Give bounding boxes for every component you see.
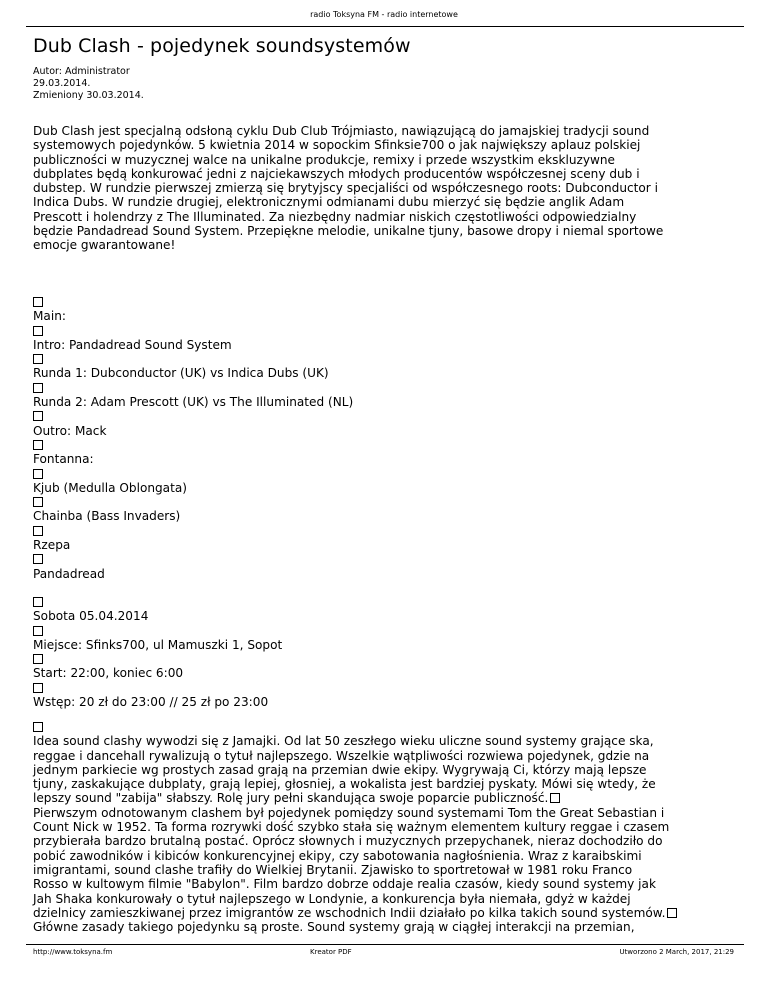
missing-glyph-icon — [33, 383, 43, 393]
paragraph-line: będzie Pandadread Sound System. Przepiękne melodie, unikalne tjuny, basowe dropy i niemal sportowe — [33, 224, 664, 239]
missing-glyph-icon — [667, 908, 677, 918]
history-paragraph — [33, 720, 733, 934]
footer-url: http://www.toksyna.fm — [33, 948, 113, 956]
lineup-item: Runda 2: Adam Prescott (UK) vs The Illuminated (NL) — [33, 395, 354, 410]
lineup-item: Runda 1: Dubconductor (UK) vs Indica Dubs (UK) — [33, 366, 329, 381]
footer-divider — [26, 944, 744, 945]
lineup-list — [33, 295, 733, 581]
paragraph-line: reggae i dancehall rywalizują o tytuł najlepszego. Wszelkie wątpliwości rozwiewa pojedynek, gdzie na — [33, 748, 650, 763]
lineup-item: Kjub (Medulla Oblongata) — [33, 480, 187, 495]
paragraph-line: Dub Clash jest specjalną odsłoną cyklu Dub Club Trójmiasto, nawiązującą do jamajskiej tradycji sound — [33, 124, 650, 138]
footer-created: Utworzono 2 March, 2017, 21:29 — [619, 948, 734, 956]
event-date: Sobota 05.04.2014 — [33, 609, 149, 624]
footer-generator: Kreator PDF — [310, 948, 352, 956]
lineup-item: Chainba (Bass Invaders) — [33, 509, 181, 524]
intro-paragraph — [33, 124, 733, 253]
paragraph-line: Główne zasady takiego pojedynku są proste. Sound systemy grają w ciągłej interakcji na przemian, — [33, 920, 635, 935]
header-divider — [26, 26, 744, 27]
missing-glyph-icon — [33, 654, 43, 664]
missing-glyph-icon — [33, 354, 43, 364]
paragraph-line: dzielnicy zamieszkiwanej przez imigrantów ze wschodnich Indii działało po kilka takich sound systemów. — [33, 905, 666, 920]
lineup-item: Rzepa — [33, 538, 71, 553]
missing-glyph-icon — [33, 626, 43, 636]
date-line: 29.03.2014. — [33, 78, 91, 90]
paragraph-line: Pierwszym odnotowanym clashem był pojedynek pomiędzy sound systemami Tom the Great Sebastian i — [33, 805, 665, 820]
article-title: Dub Clash - pojedynek soundsystemów — [33, 35, 411, 57]
paragraph-line: systemowych pojedynków. 5 kwietnia 2014 w sopockim Sfinksie700 o jak największy aplauz polskiej — [33, 138, 641, 153]
missing-glyph-icon — [33, 722, 43, 732]
paragraph-line: dubstep. W rundzie pierwszej zmierzą się brytyjscy specjaliści od współczesnego roots: Dubconductor i — [33, 181, 658, 196]
paragraph-line: Rosso w kultowym filmie "Babylon". Film bardzo dobrze oddaje realia czasów, kiedy sound systemy jak — [33, 877, 656, 892]
missing-glyph-icon — [33, 440, 43, 450]
missing-glyph-icon — [33, 469, 43, 479]
paragraph-line: jednym parkiecie wg prostych zasad grają na przemian dwie ekipy. Wygrywają Ci, którzy mają lepsze — [33, 762, 647, 777]
paragraph-line: pobić zawodników i kibiców konkurencyjnej ekipy, czy sabotowania nagłośnienia. Wraz z karaibskimi — [33, 848, 642, 863]
lineup-item: Intro: Pandadread Sound System — [33, 337, 232, 352]
event-time: Start: 22:00, koniec 6:00 — [33, 666, 184, 681]
missing-glyph-icon — [33, 497, 43, 507]
missing-glyph-icon — [33, 526, 43, 536]
missing-glyph-icon — [550, 793, 560, 803]
lineup-item: Pandadread — [33, 566, 105, 581]
paragraph-line: imigrantami, sound clashe trafiły do Wielkiej Brytanii. Zjawisko to sportretował w 1981 roku Franco — [33, 862, 633, 877]
event-details — [33, 595, 733, 709]
modified-line: Zmieniony 30.03.2014. — [33, 90, 144, 102]
paragraph-line: dubplates będą konkurować jedni z najciekawszych młodych producentów współczesnej sceny dub i — [33, 166, 640, 181]
paragraph-line: Idea sound clashy wywodzi się z Jamajki. Od lat 50 zeszłego wieku uliczne sound systemy grające ska, — [33, 734, 654, 749]
paragraph-line: publiczności w muzycznej walce na unikalne produkcje, remixy i przede wszystkim ekskluzywne — [33, 152, 615, 167]
paragraph-line: lepszy sound "zabija" słabszy. Rolę jury pełni skandująca swoje poparcie publiczność. — [33, 791, 549, 806]
paragraph-line: przybierała bardzo brutalną postać. Oprócz słownych i muzycznych przepychanek, nieraz dochodziło do — [33, 834, 663, 849]
paragraph-line: Prescott i holendrzy z The Illuminated. Za niezbędny nadmiar niskich częstotliwości odpowiedzialny — [33, 209, 637, 224]
missing-glyph-icon — [33, 554, 43, 564]
lineup-item: Main: — [33, 309, 66, 324]
missing-glyph-icon — [33, 326, 43, 336]
event-venue: Miejsce: Sfinks700, ul Mamuszki 1, Sopot — [33, 637, 283, 652]
missing-glyph-icon — [33, 597, 43, 607]
event-price: Wstęp: 20 zł do 23:00 // 25 zł po 23:00 — [33, 695, 269, 710]
paragraph-line: Count Nick w 1952. Ta forma rozrywki dość szybko stała się ważnym elementem kultury reggae i czasem — [33, 820, 670, 835]
missing-glyph-icon — [33, 411, 43, 421]
missing-glyph-icon — [33, 297, 43, 307]
paragraph-line: Indica Dubs. W rundzie drugiej, elektronicznymi odmianami dubu mierzyć się będzie anglik Adam — [33, 195, 625, 210]
missing-glyph-icon — [33, 683, 43, 693]
lineup-item: Outro: Mack — [33, 423, 107, 438]
paragraph-line: Jah Shaka konkurowały o tytuł najlepszego w Londynie, a konkurencja była niemała, gdyż w każdej — [33, 891, 631, 906]
author-line: Autor: Administrator — [33, 66, 130, 77]
lineup-item: Fontanna: — [33, 452, 94, 467]
paragraph-line: emocje gwarantowane! — [33, 238, 176, 253]
paragraph-line: tjuny, zaskakujące dubplaty, grają lepiej, głosniej, a wokalista jest bardziej pyskaty. Mówi się wtedy, że — [33, 777, 656, 792]
article-meta — [33, 66, 144, 103]
page-header: radio Toksyna FM - radio internetowe — [310, 10, 458, 19]
